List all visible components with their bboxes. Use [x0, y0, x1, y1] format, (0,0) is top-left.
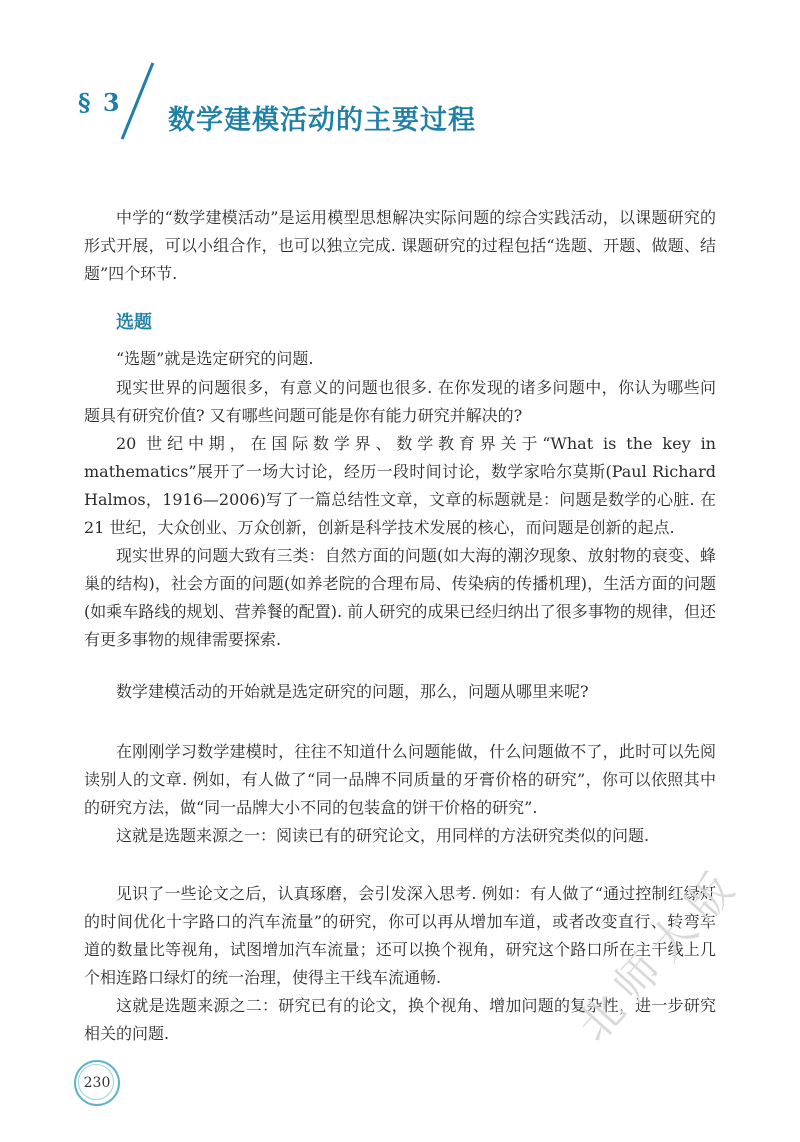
subheading-selecting-topic: 选题: [116, 312, 152, 333]
paragraph-reading-papers: 在刚刚学习数学建模时，往往不知道什么问题能做，什么问题做不了，此时可以先阅读别人的文章. 例如，有人做了“同一品牌不同质量的牙膏价格的研究”，你可以依照其中的研究方法，做“同一品牌大小不同的包装盒的饼干价格的研究”.: [84, 742, 716, 817]
section-number: § 3: [78, 88, 122, 117]
paragraph-three-types: 现实世界的问题大致有三类：自然方面的问题(如大海的潮汐现象、放射物的衰变、蜂巢的结构)，社会方面的问题(如养老院的合理布局、传染病的传播机理)，生活方面的问题(如乘车路线的规划、营养餐的配置). 前人研究的成果已经归纳出了很多事物的规律，但还有更多事物的规律需要探索.: [84, 546, 716, 649]
page-number: 230: [83, 1075, 111, 1091]
paragraph-halmos: 20 世纪中期，在国际数学界、数学教育界关于“What is the key in mathematics”展开了一场大讨论，经历一段时间讨论，数学家哈尔莫斯(Paul Richard Halmos，1916—2006)写了一篇总结性文章，文章的标题就是：问题是数学的心脏. 在 21 世纪，大众创业、万众创新，创新是科学技术发展的核心，而问题是创新的起点.: [84, 434, 716, 537]
publisher-watermark: 北师大版: [568, 856, 751, 1052]
paragraph-topic-source-two: 这就是选题来源之二：研究已有的论文，换个视角、增加问题的复杂性，进一步研究相关的问题.: [84, 996, 716, 1043]
section-title: 数学建模活动的主要过程: [168, 105, 476, 136]
paragraph-real-world-problems: 现实世界的问题很多，有意义的问题也很多. 在你发现的诸多问题中，你认为哪些问题具有研究价值? 又有哪些问题可能是你有能力研究并解决的?: [84, 378, 716, 425]
paragraph-where-problems-come-from: 数学建模活动的开始就是选定研究的问题，那么，问题从哪里来呢?: [116, 682, 589, 701]
paragraph-selecting-definition: “选题”就是选定研究的问题.: [116, 349, 314, 368]
section-divider-slash: [121, 62, 154, 139]
intro-paragraph: 中学的“数学建模活动”是运用模型思想解决实际问题的综合实践活动，以课题研究的形式开展，可以小组合作，也可以独立完成. 课题研究的过程包括“选题、开题、做题、结题”四个环节.: [84, 208, 716, 283]
paragraph-topic-source-one: 这就是选题来源之一：阅读已有的研究论文，用同样的方法研究类似的问题.: [116, 826, 650, 845]
paragraph-traffic-example: 见识了一些论文之后，认真琢磨，会引发深入思考. 例如：有人做了“通过控制红绿灯的时间优化十字路口的汽车流量”的研究，你可以再从增加车道，或者改变直行、转弯车道的数量比等视角，试图增加汽车流量；还可以换个视角，研究这个路口所在主干线上几个相连路口绿灯的统一治理，使得主干线车流通畅.: [84, 884, 716, 987]
page-number-badge: [74, 1060, 120, 1106]
